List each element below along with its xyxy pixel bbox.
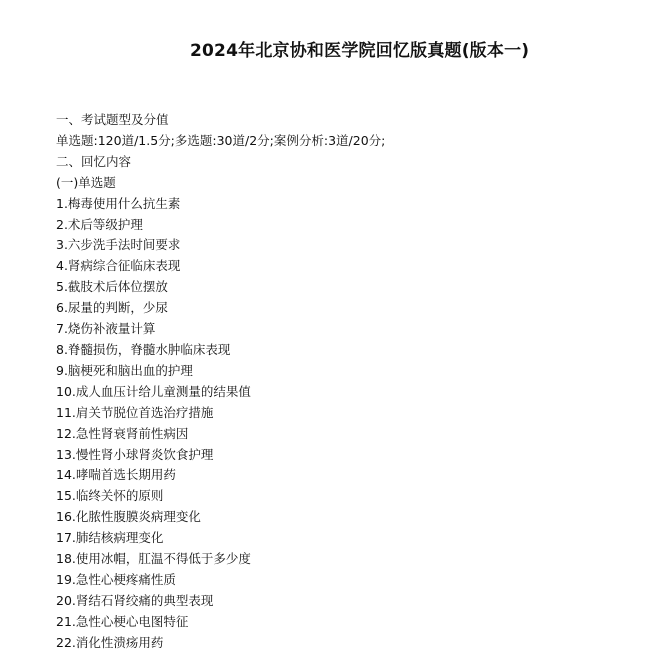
list-item: 20.肾结石肾绞痛的典型表现 xyxy=(56,592,214,608)
section-heading: 一、考试题型及分值 xyxy=(56,112,169,127)
list-item: 12.急性肾衰肾前性病因 xyxy=(56,425,189,441)
list-item: 14.哮喘首选长期用药 xyxy=(56,467,176,483)
list-item: 17.肺结核病理变化 xyxy=(56,530,164,546)
list-item: 13.慢性肾小球肾炎饮食护理 xyxy=(56,446,214,462)
list-item: 16.化脓性腹膜炎病理变化 xyxy=(56,509,201,525)
list-item: 2.术后等级护理 xyxy=(56,216,143,232)
list-item: 18.使用冰帽，肛温不得低于多少度 xyxy=(56,551,251,567)
section-heading: 二、回忆内容 xyxy=(56,153,132,169)
list-item: 10.成人血压计给儿童测量的结果值 xyxy=(56,383,251,399)
list-item: 5.截肢术后体位摆放 xyxy=(56,279,168,295)
subsection-heading: (一)单选题 xyxy=(56,174,116,190)
list-item: 22.消化性溃疡用药 xyxy=(56,634,164,650)
list-item: 1.梅毒使用什么抗生素 xyxy=(56,195,181,211)
document-body xyxy=(56,110,385,654)
list-item: 3.六步洗手法时间要求 xyxy=(56,237,181,253)
list-item: 19.急性心梗疼痛性质 xyxy=(56,571,176,587)
list-item: 11.肩关节脱位首选治疗措施 xyxy=(56,404,214,420)
list-item: 9.脑梗死和脑出血的护理 xyxy=(56,362,193,378)
list-item: 4.肾病综合征临床表现 xyxy=(56,258,181,274)
list-item: 6.尿量的判断，少尿 xyxy=(56,300,168,316)
document-title: 2024年北京协和医学院回忆版真题(版本一) xyxy=(190,41,530,61)
list-item: 8.脊髓损伤，脊髓水肿临床表现 xyxy=(56,341,231,357)
exam-format-text: 单选题:120道/1.5分;多选题:30道/2分;案例分析:3道/20分; xyxy=(56,132,386,148)
list-item: 7.烧伤补液量计算 xyxy=(56,321,156,337)
list-item: 15.临终关怀的原则 xyxy=(56,488,164,504)
list-item: 21.急性心梗心电图特征 xyxy=(56,613,189,629)
